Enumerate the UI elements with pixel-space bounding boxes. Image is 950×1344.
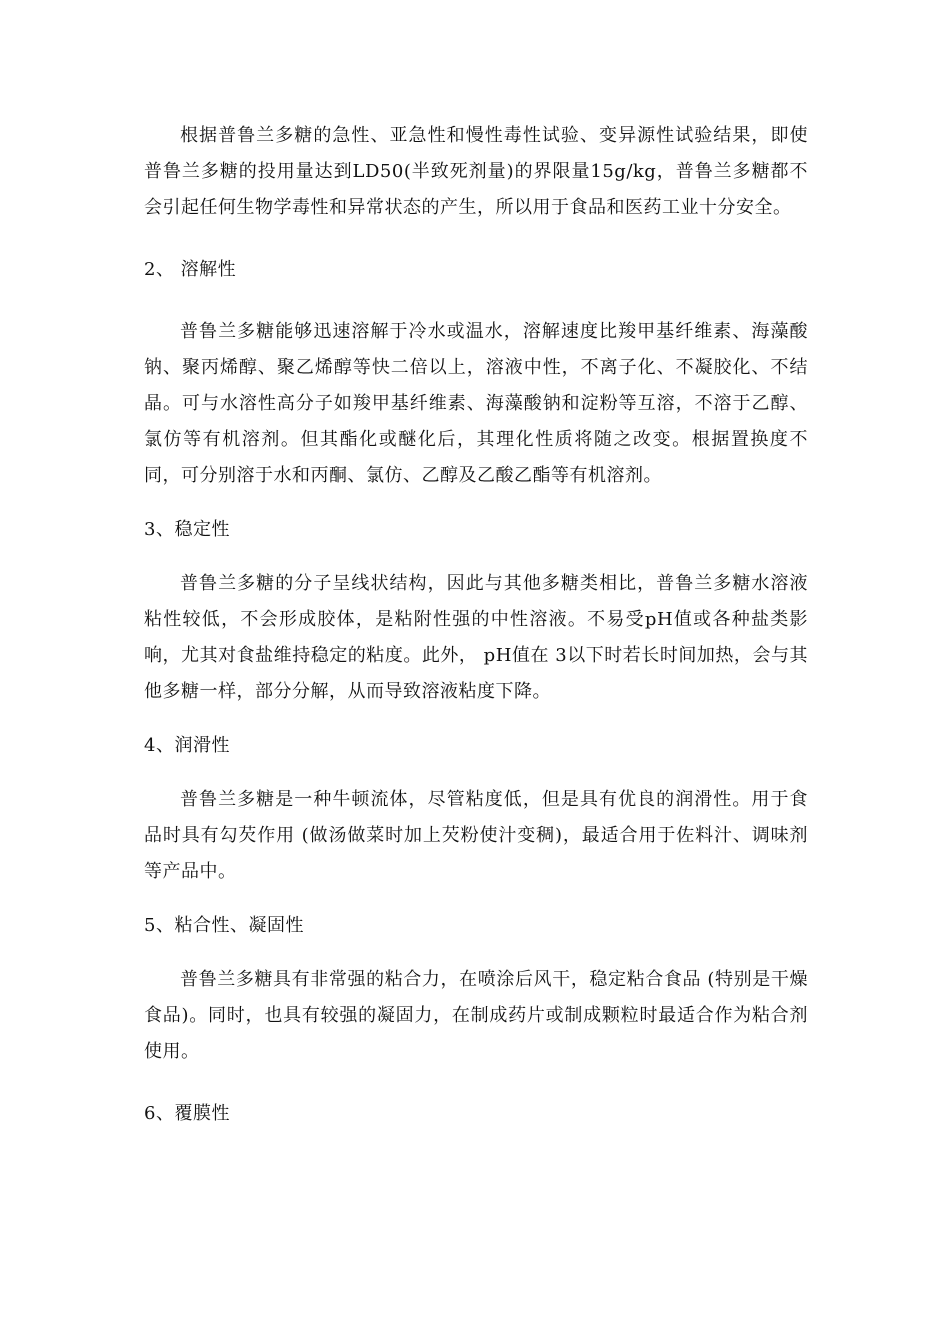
paragraph-solubility: 普鲁兰多糖能够迅速溶解于冷水或温水，溶解速度比羧甲基纤维素、海藻酸钠、聚丙烯醇、聚乙烯醇等快二倍以上，溶液中性，不离子化、不凝胶化、不结晶。可与水溶性高分子如羧甲基纤维素、海藻酸钠和淀粉等互溶，不溶于乙醇、氯仿等有机溶剂。但其酯化或醚化后，其理化性质将随之改变。根据置换度不同，可分别溶于水和丙酮、氯仿、乙醇及乙酸乙酯等有机溶剂。 [144,321,808,486]
heading-film-forming: 6、覆膜性 [144,1103,230,1124]
paragraph-adhesion: 普鲁兰多糖具有非常强的粘合力，在喷涂后风干，稳定粘合食品 (特别是干燥食品)。同时，也具有较强的凝固力，在制成药片或制成颗粒时最适合作为粘合剂使用。 [144,969,808,1062]
paragraph-stability: 普鲁兰多糖的分子呈线状结构，因此与其他多糖类相比，普鲁兰多糖水溶液粘性较低，不会形成胶体，是粘附性强的中性溶液。不易受pH值或各种盐类影响，尤其对食盐维持稳定的粘度。此外， pH值在 3以下时若长时间加热，会与其他多糖一样，部分分解，从而导致溶液粘度下降。 [144,573,808,702]
paragraph-lubricity: 普鲁兰多糖是一种牛顿流体，尽管粘度低，但是具有优良的润滑性。用于食品时具有勾芡作用 (做汤做菜时加上芡粉使汁变稠)，最适合用于佐料汁、调味剂等产品中。 [144,789,808,882]
paragraph-toxicity: 根据普鲁兰多糖的急性、亚急性和慢性毒性试验、变异源性试验结果，即使普鲁兰多糖的投用量达到LD50(半致死剂量)的界限量15g/kg，普鲁兰多糖都不会引起任何生物学毒性和异常状态的产生，所以用于食品和医药工业十分安全。 [144,125,808,218]
heading-adhesion: 5、粘合性、凝固性 [144,915,304,936]
heading-stability: 3、稳定性 [144,519,230,540]
heading-solubility: 2、 溶解性 [144,259,237,280]
heading-lubricity: 4、润滑性 [144,735,230,756]
document-body [144,118,808,1132]
